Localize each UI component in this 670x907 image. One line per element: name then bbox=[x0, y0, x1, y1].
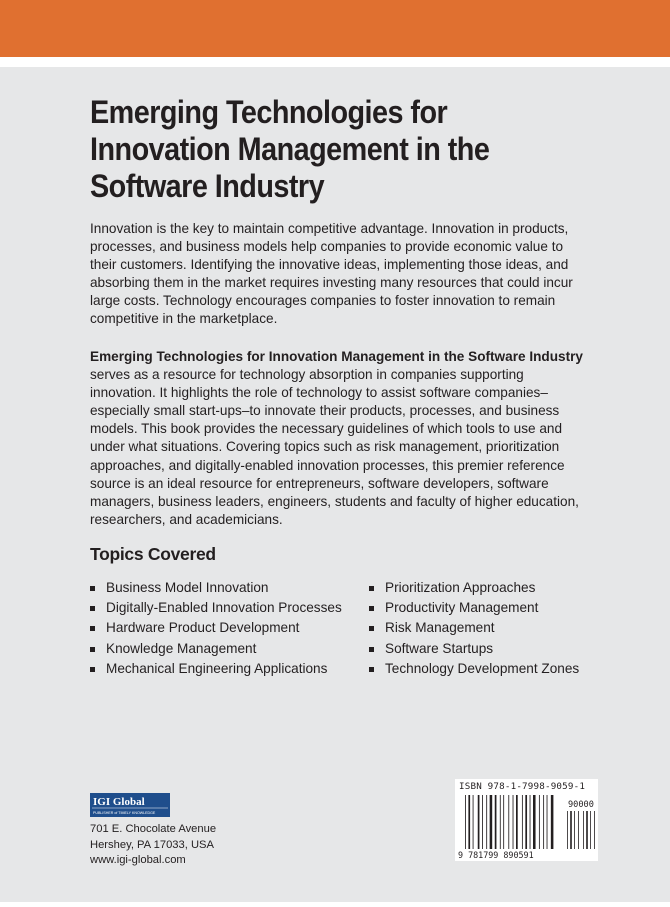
topic-item bbox=[369, 578, 579, 598]
barcode-bar bbox=[513, 795, 514, 849]
bullet-icon bbox=[369, 667, 374, 672]
description-lead-title: Emerging Technologies for Innovation Management in the Software Industry bbox=[90, 349, 583, 364]
barcode-bar bbox=[495, 795, 497, 849]
address-street: 701 E. Chocolate Avenue bbox=[90, 823, 217, 835]
barcode-addon-bar bbox=[594, 811, 595, 849]
barcode-bar bbox=[468, 795, 470, 849]
bullet-icon bbox=[369, 626, 374, 631]
barcode-addon-bar bbox=[586, 811, 588, 849]
barcode-bar bbox=[525, 795, 527, 849]
bottom-strip bbox=[0, 902, 670, 907]
address-city: Hershey, PA 17033, USA bbox=[90, 838, 214, 851]
igi-global-logo bbox=[90, 793, 170, 817]
barcode-addon-bar bbox=[570, 811, 572, 849]
description-paragraph-2 bbox=[90, 348, 590, 529]
topic-item bbox=[90, 659, 342, 679]
barcode-addon-bar bbox=[567, 811, 568, 849]
topic-label: Technology Development Zones bbox=[385, 660, 580, 676]
topic-item bbox=[90, 578, 342, 598]
bullet-icon bbox=[369, 606, 374, 611]
topic-label: Hardware Product Development bbox=[106, 620, 300, 636]
topic-item bbox=[90, 618, 342, 638]
description-paragraph-1: Innovation is the key to maintain competitive advantage. Innovation in products, processes, and business models help companies to provide economic value to their customers. Identifying the innovative ideas, implementing those ideas, and absorbing them in the market requires investing many resources that could incur large costs. Technology encourages companies to foster innovation to remain competitive in the marketplace. bbox=[90, 221, 573, 327]
topic-label: Digitally-Enabled Innovation Processes bbox=[106, 600, 342, 616]
logo-name: IGI Global bbox=[93, 796, 145, 808]
price-code: 90000 bbox=[568, 800, 594, 810]
logo-tagline: PUBLISHER of TIMELY KNOWLEDGE bbox=[93, 811, 156, 815]
topic-item bbox=[90, 639, 342, 659]
topic-item bbox=[90, 598, 342, 618]
bullet-icon bbox=[90, 667, 95, 672]
bullet-icon bbox=[90, 626, 95, 631]
topic-label: Knowledge Management bbox=[106, 640, 257, 656]
barcode-addon-bar bbox=[574, 811, 575, 849]
topic-item bbox=[369, 618, 579, 638]
bullet-icon bbox=[369, 647, 374, 652]
barcode-bar bbox=[547, 795, 548, 849]
barcode-area bbox=[455, 779, 598, 861]
barcode-addon-bar bbox=[583, 811, 584, 849]
barcode-bar bbox=[508, 795, 509, 849]
barcode bbox=[455, 779, 598, 861]
barcode-bar bbox=[478, 795, 480, 849]
barcode-bar bbox=[465, 795, 466, 849]
topic-label: Prioritization Approaches bbox=[385, 580, 536, 595]
book-title: Emerging Technologies for Innovation Management in the Software Industry bbox=[90, 94, 490, 204]
barcode-bar bbox=[543, 795, 544, 849]
description-body: serves as a resource for technology absorption in companies supporting innovation. It highlights the role of technology to assist software companies–especially small start-ups–to innovate their products, processes, and business models. This book provides the necessary guidelines of which tools to use and under what situations. Covering topics such as risk management, prioritization approaches, and digitally-enabled innovation processes, this premier reference source is an ideal resource for entrepreneurs, software developers, software managers, business leaders, engineers, students and faculty of higher education, researchers, and academicians. bbox=[90, 367, 579, 527]
barcode-bar bbox=[539, 795, 540, 849]
barcode-bar bbox=[533, 795, 536, 849]
top-color-band bbox=[0, 0, 670, 57]
barcode-bar bbox=[486, 795, 487, 849]
topic-item bbox=[369, 639, 579, 659]
topic-label: Business Model Innovation bbox=[106, 580, 269, 595]
publisher-address bbox=[90, 822, 216, 869]
barcode-bar bbox=[482, 795, 483, 849]
topic-item bbox=[369, 659, 579, 679]
bullet-icon bbox=[369, 586, 374, 591]
isbn-label: ISBN 978-1-7998-9059-1 bbox=[459, 781, 586, 792]
barcode-bar bbox=[490, 795, 493, 849]
barcode-number: 9 781799 890591 bbox=[458, 850, 534, 860]
barcode-bar bbox=[522, 795, 523, 849]
barcode-bar bbox=[516, 795, 518, 849]
topic-label: Risk Management bbox=[385, 620, 495, 636]
barcode-bar bbox=[551, 795, 554, 849]
barcode-bar bbox=[500, 795, 501, 849]
top-divider-strip bbox=[0, 57, 670, 67]
topic-label: Productivity Management bbox=[385, 600, 539, 616]
bullet-icon bbox=[90, 606, 95, 611]
topic-label: Software Startups bbox=[385, 640, 494, 656]
bullet-icon bbox=[90, 586, 95, 591]
topics-list-left bbox=[90, 578, 342, 679]
barcode-bar bbox=[503, 795, 504, 849]
barcode-addon-bar bbox=[578, 811, 579, 849]
barcode-bar bbox=[530, 795, 531, 849]
barcode-addon-bar bbox=[590, 811, 591, 849]
topics-list-right bbox=[369, 578, 579, 679]
bullet-icon bbox=[90, 647, 95, 652]
topic-label: Mechanical Engineering Applications bbox=[106, 660, 328, 676]
publisher-website: www.igi-global.com bbox=[90, 854, 186, 867]
topic-item bbox=[369, 598, 579, 618]
topics-heading: Topics Covered bbox=[90, 544, 216, 564]
barcode-bar bbox=[473, 795, 474, 849]
